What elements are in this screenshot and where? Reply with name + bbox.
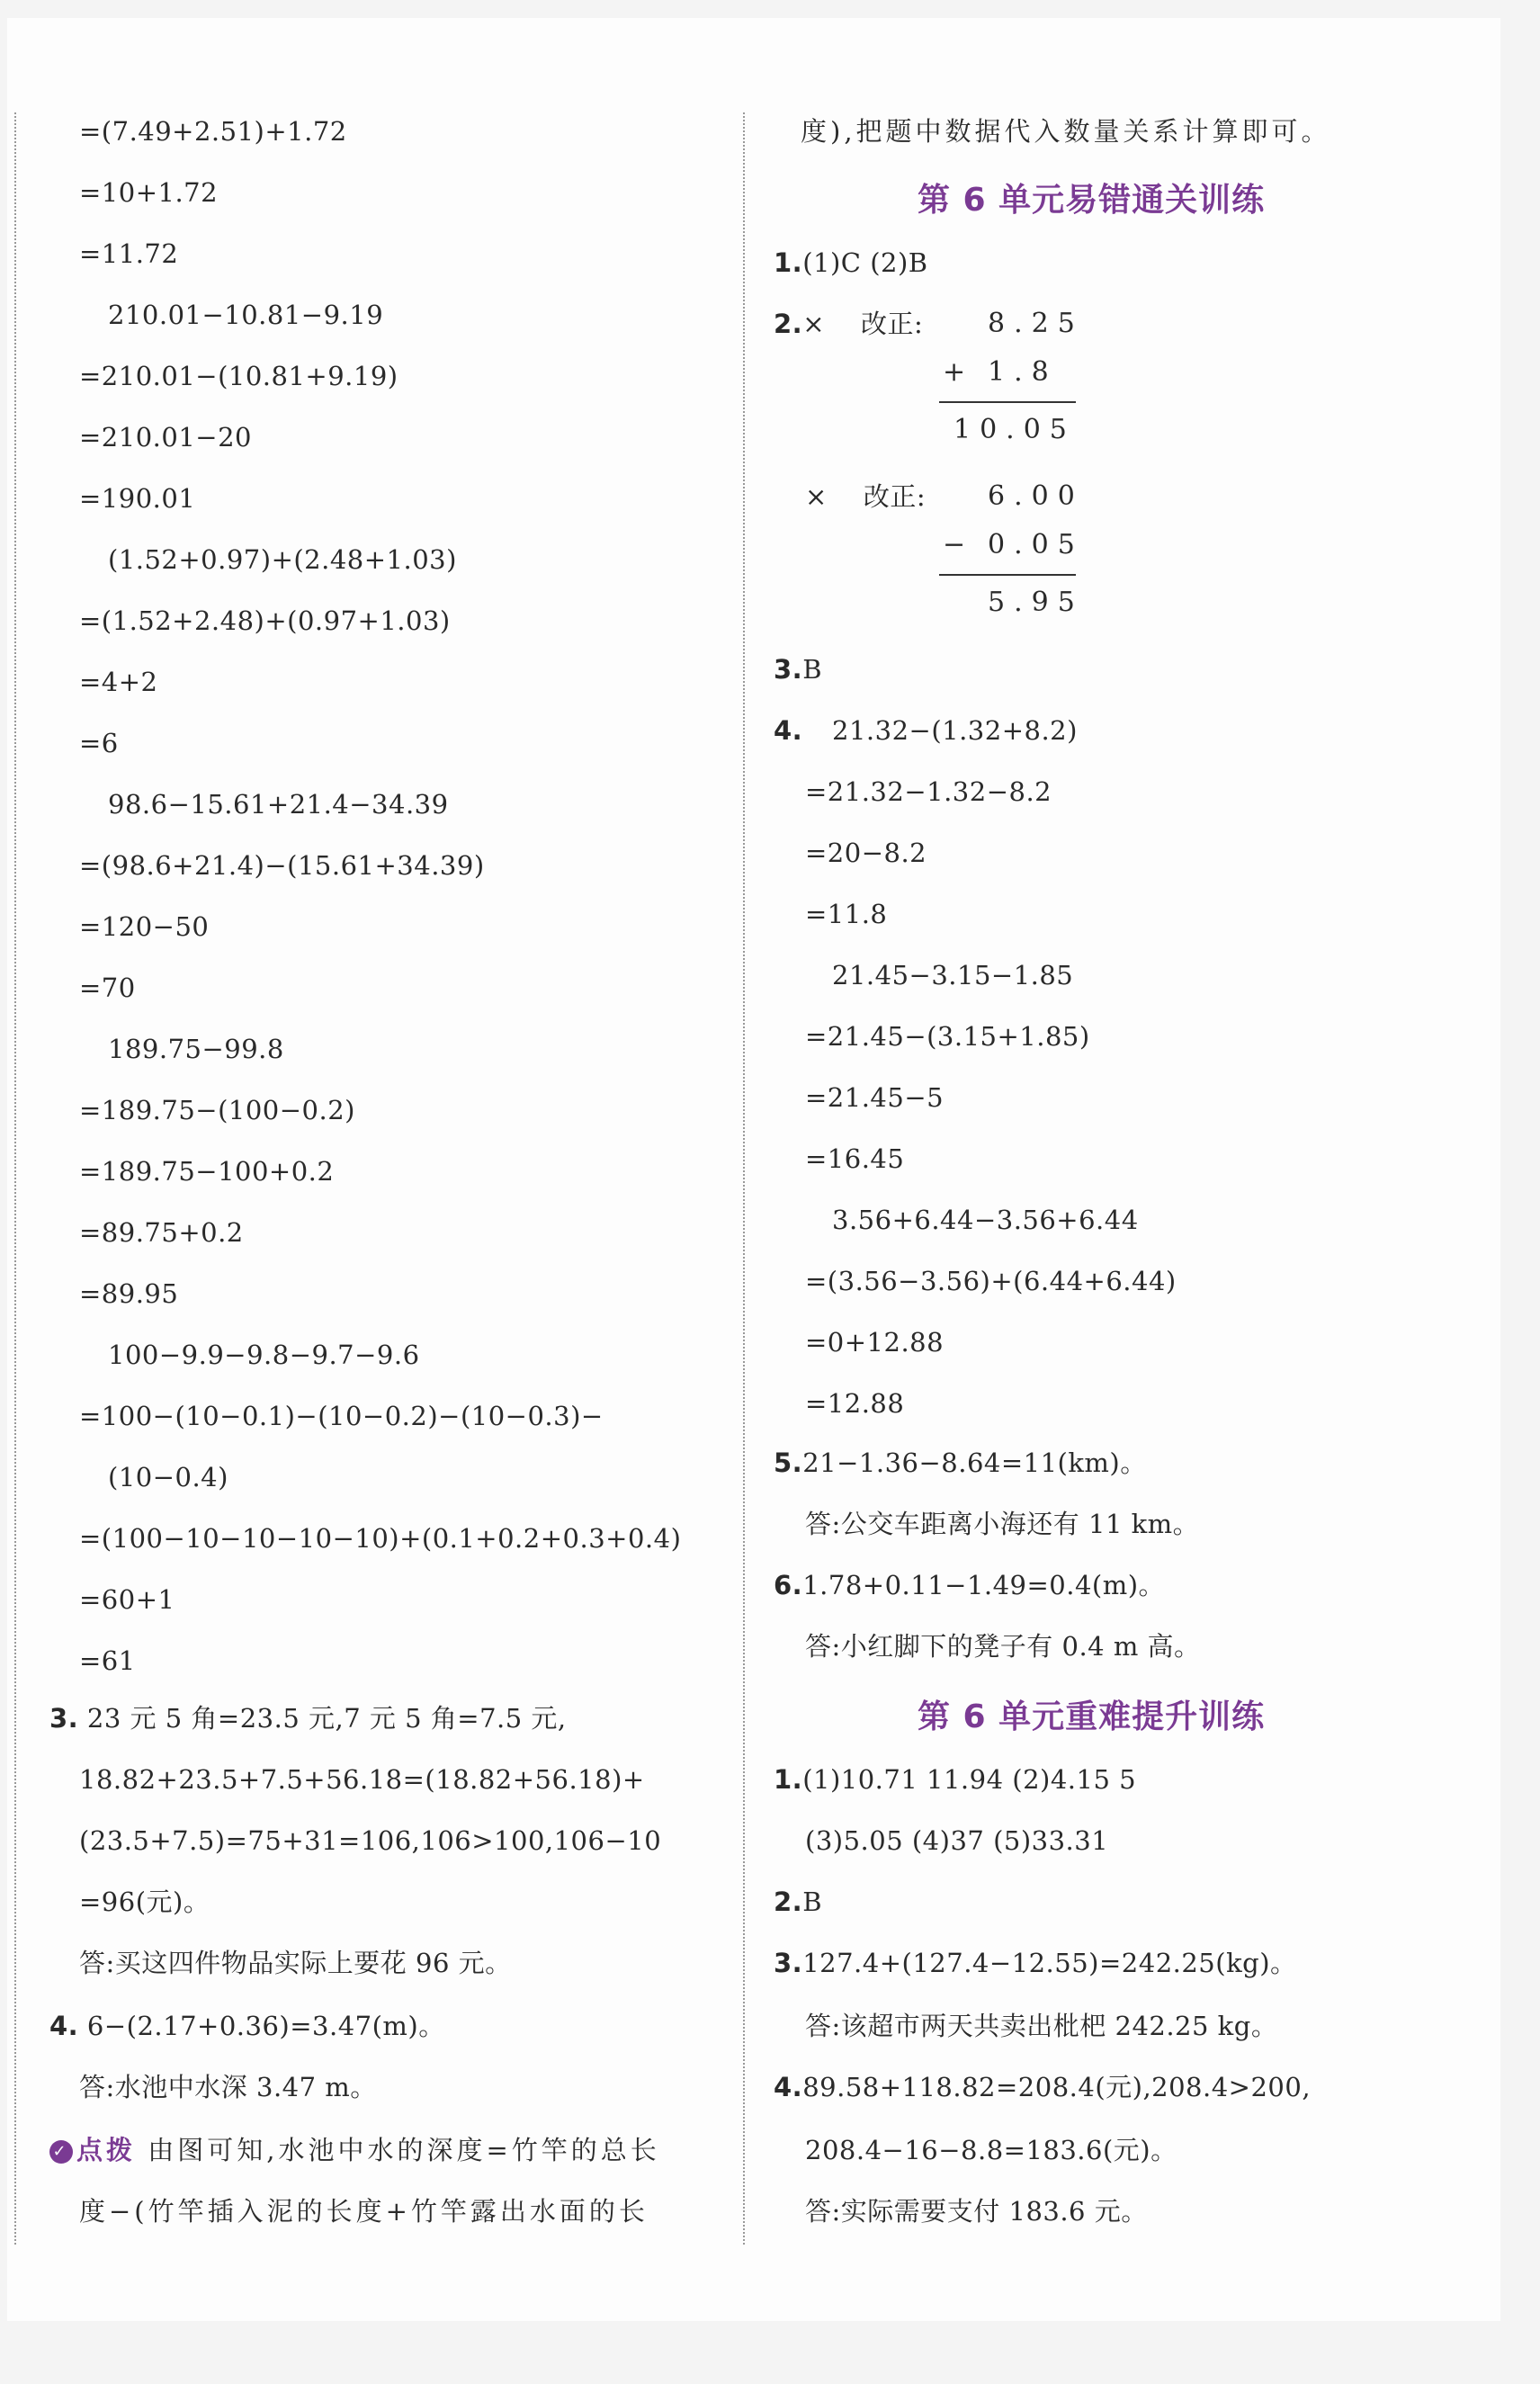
q3-line3: (23.5+7.5)=75+31=106,106>100,106−10 [79, 1825, 662, 1856]
s2-q4-answer: 答:实际需要支付 183.6 元。 [805, 2196, 1148, 2227]
q4-answer: 答:水池中水深 3.47 m。 [79, 2072, 377, 2102]
s1-q5-answer: 答:公交车距离小海还有 11 km。 [805, 1509, 1200, 1539]
q3-line2: 18.82+23.5+7.5+56.18=(18.82+56.18)+ [79, 1764, 645, 1795]
calc2-top: 6.00 [988, 480, 1084, 512]
continued-tip: 度),把题中数据代入数量关系计算即可。 [801, 116, 1331, 147]
calc-line: 98.6−15.61+21.4−34.39 [108, 789, 449, 820]
calc-line: =20−8.2 [805, 838, 927, 868]
calc-line: =89.75+0.2 [79, 1217, 244, 1248]
calc-line: =61 [79, 1645, 136, 1676]
s2-q1-line1 [774, 1761, 1136, 1797]
s1-q5 [774, 1445, 1147, 1481]
s1-q5-number: 5. [774, 1447, 803, 1478]
calc-line: =11.8 [805, 899, 888, 929]
s1-q6-text: 1.78+0.11−1.49=0.4(m)。 [802, 1570, 1166, 1600]
calc-line: 3.56+6.44−3.56+6.44 [832, 1205, 1139, 1235]
s2-q4-line1 [774, 2069, 1311, 2105]
calc-line: =12.88 [805, 1388, 905, 1419]
calc-line: =10+1.72 [79, 177, 219, 208]
s1-q6 [774, 1567, 1165, 1603]
calc2-rule [939, 574, 1076, 576]
s1-q2-mark2: × [805, 481, 828, 512]
s2-q3-answer: 答:该超市两天共卖出枇杷 242.25 kg。 [805, 2011, 1278, 2041]
s2-q4-number: 4. [774, 2072, 803, 2102]
s2-q3 [774, 1945, 1297, 1981]
calc-line: =120−50 [79, 911, 210, 942]
s1-q1-text: (1)C (2)B [802, 247, 928, 278]
s1-q2-number: 2. [774, 309, 803, 339]
calc-line: (10−0.4) [108, 1462, 228, 1492]
q3-number: 3. [49, 1703, 79, 1734]
calc2-operator: − [943, 529, 975, 560]
calc1-rule [939, 401, 1076, 403]
s1-q4-number-row [774, 713, 802, 748]
calc-line: =210.01−(10.81+9.19) [79, 361, 398, 391]
s1-q2-row1 [774, 306, 923, 342]
calc-line: =(7.49+2.51)+1.72 [79, 116, 347, 147]
calc-line: =190.01 [79, 483, 196, 514]
calc-line: =(3.56−3.56)+(6.44+6.44) [805, 1266, 1177, 1296]
calc-line: =0+12.88 [805, 1327, 945, 1358]
calc-line: =21.45−(3.15+1.85) [805, 1021, 1090, 1052]
calc-line: =16.45 [805, 1143, 905, 1174]
calc-line: =189.75−100+0.2 [79, 1156, 335, 1187]
s1-q6-answer: 答:小红脚下的凳子有 0.4 m 高。 [805, 1631, 1201, 1662]
s1-q4-number: 4. [774, 715, 803, 746]
q3-text: 23 元 5 角=23.5 元,7 元 5 角=7.5 元, [86, 1703, 567, 1734]
q3-line4: =96(元)。 [79, 1887, 210, 1917]
section1-title: 第 6 单元易错通关训练 [918, 182, 1266, 219]
calc-line: =6 [79, 728, 119, 758]
calc-line: =(1.52+2.48)+(0.97+1.03) [79, 605, 451, 636]
calc-line: =21.45−5 [805, 1082, 945, 1113]
s2-q1-text1: (1)10.71 11.94 (2)4.15 5 [802, 1764, 1137, 1795]
calc-line: 189.75−99.8 [108, 1034, 284, 1064]
check-icon: ✓ [49, 2140, 73, 2164]
calc-line: 210.01−10.81−9.19 [108, 300, 384, 330]
s2-q4-text1: 89.58+118.82=208.4(元),208.4>200, [802, 2072, 1312, 2102]
s1-q2-mark1: × [802, 309, 826, 339]
s1-q1 [774, 245, 928, 281]
calc-line: =21.32−1.32−8.2 [805, 776, 1052, 807]
q3-answer: 答:买这四件物品实际上要花 96 元。 [79, 1948, 512, 1978]
calc-line: =11.72 [79, 238, 179, 269]
s2-q3-text: 127.4+(127.4−12.55)=242.25(kg)。 [802, 1948, 1297, 1978]
tip-label: 点拨 [76, 2135, 137, 2165]
tip-text1: 由图可知,水池中水的深度=竹竿的总长 [148, 2135, 660, 2165]
calc1-top: 8.25 [988, 308, 1084, 339]
left-margin-rule [14, 112, 16, 2245]
calc2-bottom: 0.05 [988, 529, 1084, 560]
q4-line1 [49, 2008, 445, 2044]
calc1-operator: + [943, 356, 975, 388]
tip-line1 [49, 2132, 660, 2168]
calc-line: 100−9.9−9.8−9.7−9.6 [108, 1340, 420, 1370]
calc-line: =189.75−(100−0.2) [79, 1095, 355, 1125]
s2-q3-number: 3. [774, 1948, 803, 1978]
column-divider [743, 112, 745, 2245]
calc-line: =(100−10−10−10−10)+(0.1+0.2+0.3+0.4) [79, 1523, 682, 1554]
s2-q2-number: 2. [774, 1887, 803, 1917]
s1-q2-fix2: 改正: [863, 481, 927, 512]
calc-line: (1.52+0.97)+(2.48+1.03) [108, 544, 457, 575]
s2-q2-text: B [802, 1887, 823, 1917]
s1-q2-row2 [805, 479, 926, 515]
s1-q5-text: 21−1.36−8.64=11(km)。 [802, 1447, 1147, 1478]
calc-line: =60+1 [79, 1584, 175, 1615]
calc-line: =100−(10−0.1)−(10−0.2)−(10−0.3)− [79, 1401, 604, 1431]
calc-line: =(98.6+21.4)−(15.61+34.39) [79, 850, 485, 881]
s1-q3-number: 3. [774, 654, 803, 685]
q4-text: 6−(2.17+0.36)=3.47(m)。 [86, 2011, 445, 2041]
calc-line: =4+2 [79, 667, 158, 697]
calc-line: 21.45−3.15−1.85 [832, 960, 1074, 990]
s2-q1-line2: (3)5.05 (4)37 (5)33.31 [805, 1825, 1109, 1856]
calc-line: =210.01−20 [79, 422, 252, 453]
calc-line: 21.32−(1.32+8.2) [832, 715, 1078, 746]
s1-q2-fix1: 改正: [861, 309, 924, 339]
calc2-result: 5.95 [988, 587, 1084, 618]
s2-q1-number: 1. [774, 1764, 803, 1795]
q3-line1 [49, 1700, 567, 1736]
calc1-bottom: 1.8 [988, 356, 1058, 388]
s1-q3 [774, 651, 822, 687]
s1-q6-number: 6. [774, 1570, 803, 1600]
tip-line2: 度−(竹竿插入泥的长度+竹竿露出水面的长 [79, 2196, 649, 2227]
calc-line: =70 [79, 972, 136, 1003]
section2-title: 第 6 单元重难提升训练 [918, 1698, 1266, 1735]
calc-line: =89.95 [79, 1278, 179, 1309]
s2-q4-line2: 208.4−16−8.8=183.6(元)。 [805, 2135, 1177, 2165]
q4-number: 4. [49, 2011, 79, 2041]
s1-q3-text: B [802, 654, 823, 685]
s1-q1-number: 1. [774, 247, 803, 278]
s2-q2 [774, 1884, 822, 1920]
calc1-result: 10.05 [954, 414, 1076, 445]
